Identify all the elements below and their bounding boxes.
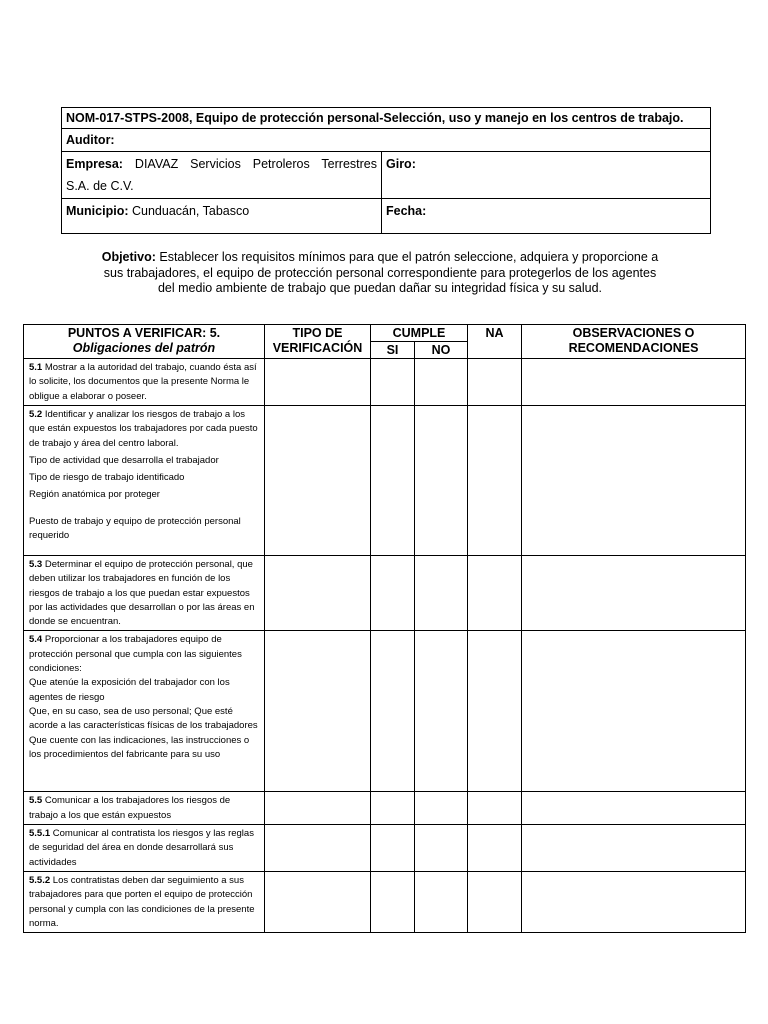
objetivo-text: Establecer los requisitos mínimos para que el patrón seleccione, adquiera y proporcione a sus trabajadores, el equipo de protección personal correspondiente para protegerlos de los agentes del medio ambiente de trabajo que puedan dañar su integridad física y su salud. <box>103 250 659 295</box>
item-cell: 5.5 Comunicar a los trabajadores los riesgos de trabajo a los que están expuestos <box>24 792 265 825</box>
municipio-value: Cunduacán, Tabasco <box>131 204 250 218</box>
empresa-value-line2: S.A. de C.V. <box>66 179 134 193</box>
auditor-label: Auditor: <box>66 133 115 147</box>
no-cell <box>415 871 468 932</box>
table-row <box>24 406 746 556</box>
col-header-puntos <box>24 325 265 359</box>
na-cell <box>468 406 522 556</box>
col-header-no: NO <box>415 342 468 359</box>
giro-label: Giro: <box>386 157 416 171</box>
item-cell: 5.5.2 Los contratistas deben dar seguimiento a sus trabajadores para que porten el equipo de protección personal y cumpla con las condiciones de la presente norma. <box>24 871 265 932</box>
observaciones-cell <box>522 631 746 792</box>
table-row <box>24 792 746 825</box>
col-header-puntos-subtitle: Obligaciones del patrón <box>72 341 216 355</box>
table-row <box>24 871 746 932</box>
si-cell <box>371 406 415 556</box>
item-cell: 5.5.1 Comunicar al contratista los riesgos y las reglas de seguridad del área en donde desarrollará sus actividades <box>24 825 265 872</box>
na-cell <box>468 359 522 406</box>
tipo-cell <box>265 406 371 556</box>
auditor-field <box>62 129 711 152</box>
na-cell <box>468 825 522 872</box>
item-cell: 5.4 Proporcionar a los trabajadores equipo de protección personal que cumpla con las siguientes condiciones: Que atenúe la exposición del trabajador con los agentes de riesgo Que, en su caso, sea de uso personal; Que esté acorde a las características físicas de los trabajadores Que cuente con las indicaciones, las instrucciones o los procedimientos del fabricante para su uso <box>24 631 265 792</box>
si-cell <box>371 792 415 825</box>
item-cell: 5.2 Identificar y analizar los riesgos de trabajo a los que están expuestos los trabajadores por cada puesto de trabajo y área del centro laboral. Tipo de actividad que desarrolla el trabajador Tipo de riesgo de trabajo identificado Región anatómica por proteger Puesto de trabajo y equipo de protección personal requerido <box>24 406 265 556</box>
tipo-cell <box>265 631 371 792</box>
objetivo-label: Objetivo: <box>101 250 156 264</box>
col-header-cumple: CUMPLE <box>371 325 468 342</box>
no-cell <box>415 792 468 825</box>
tipo-cell <box>265 359 371 406</box>
table-row <box>24 825 746 872</box>
fecha-field <box>382 199 711 234</box>
header-table <box>61 107 711 234</box>
empresa-label: Empresa: <box>66 157 123 171</box>
tipo-cell <box>265 825 371 872</box>
tipo-cell <box>265 871 371 932</box>
municipio-field <box>62 199 382 234</box>
item-cell: 5.1 Mostrar a la autoridad del trabajo, cuando ésta así lo solicite, los documentos que la presente Norma le obligue a elaborar o poseer. <box>24 359 265 406</box>
col-header-observaciones: OBSERVACIONES O RECOMENDACIONES <box>522 325 746 359</box>
no-cell <box>415 825 468 872</box>
fecha-label: Fecha: <box>386 204 427 218</box>
col-header-si: SI <box>371 342 415 359</box>
si-cell <box>371 556 415 631</box>
col-header-na: NA <box>468 325 522 359</box>
verification-table <box>23 324 746 933</box>
table-row <box>24 556 746 631</box>
municipio-label: Municipio: <box>66 204 129 218</box>
table-row <box>24 631 746 792</box>
no-cell <box>415 359 468 406</box>
empresa-field <box>62 152 382 199</box>
si-cell <box>371 825 415 872</box>
no-cell <box>415 556 468 631</box>
observaciones-cell <box>522 825 746 872</box>
observaciones-cell <box>522 556 746 631</box>
no-cell <box>415 631 468 792</box>
na-cell <box>468 871 522 932</box>
observaciones-cell <box>522 359 746 406</box>
tipo-cell <box>265 556 371 631</box>
na-cell <box>468 792 522 825</box>
col-header-puntos-title: PUNTOS A VERIFICAR: 5. <box>67 326 221 340</box>
si-cell <box>371 871 415 932</box>
observaciones-cell <box>522 406 746 556</box>
observaciones-cell <box>522 792 746 825</box>
item-cell: 5.3 Determinar el equipo de protección personal, que deben utilizar los trabajadores en función de los riesgos de trabajo a los que puedan estar expuestos por las actividades que desarrollan o por las áreas en donde se encuentran. <box>24 556 265 631</box>
giro-field <box>382 152 711 199</box>
si-cell <box>371 359 415 406</box>
si-cell <box>371 631 415 792</box>
na-cell <box>468 631 522 792</box>
col-header-tipo: TIPO DE VERIFICACIÓN <box>265 325 371 359</box>
na-cell <box>468 556 522 631</box>
no-cell <box>415 406 468 556</box>
empresa-value-line1: DIAVAZ Servicios Petroleros Terrestres <box>134 157 377 171</box>
table-row <box>24 359 746 406</box>
document-title: NOM-017-STPS-2008, Equipo de protección personal-Selección, uso y manejo en los centros de trabajo. <box>62 108 711 129</box>
observaciones-cell <box>522 871 746 932</box>
objetivo-paragraph <box>100 250 660 297</box>
tipo-cell <box>265 792 371 825</box>
